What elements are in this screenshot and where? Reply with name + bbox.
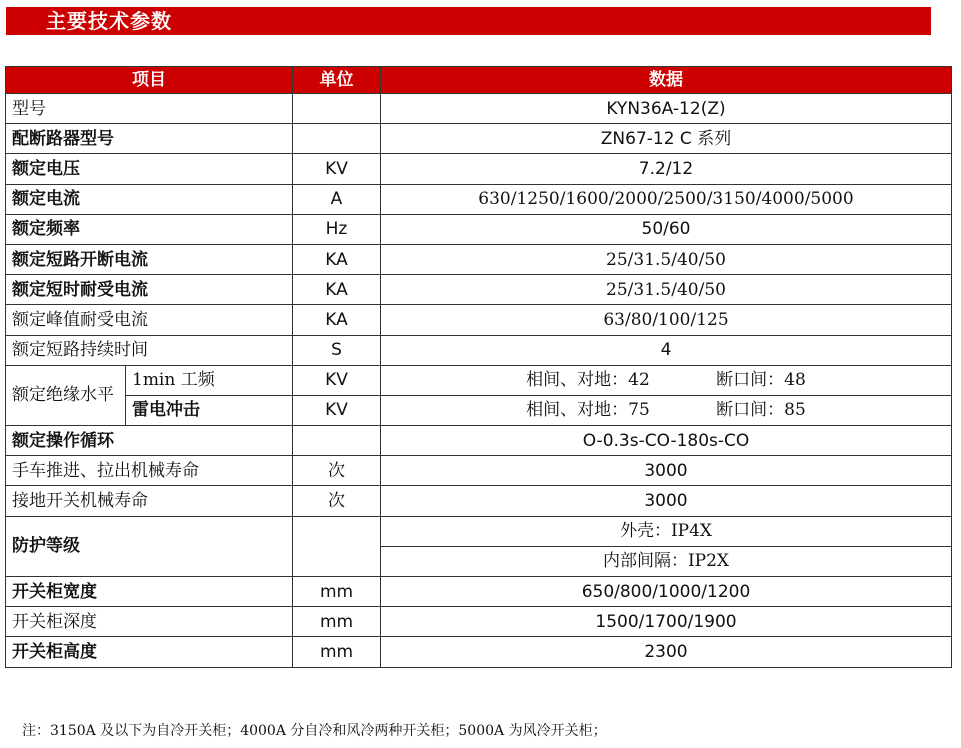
footnote: 注：3150A 及以下为自冷开关柜；4000A 分自冷和风冷两种开关柜；5000A 为风冷开关柜；: [22, 723, 607, 739]
table-row: [6, 335, 952, 365]
row-data: 4: [381, 335, 952, 365]
table-row: [6, 637, 952, 667]
phase-value: 相间、对地：42: [526, 370, 650, 391]
spec-table: [5, 66, 952, 668]
table-row: [6, 244, 952, 274]
row-unit: KV: [293, 395, 381, 425]
table-row: [6, 486, 952, 516]
table-row: [6, 275, 952, 305]
row-item: 开关柜宽度: [6, 577, 293, 607]
row-unit: [293, 94, 381, 124]
header-data: 数据: [381, 67, 952, 94]
row-item: 额定频率: [6, 214, 293, 244]
row-item: 接地开关机械寿命: [6, 486, 293, 516]
row-item: 额定短时耐受电流: [6, 275, 293, 305]
row-item: 额定操作循环: [6, 426, 293, 456]
row-item: 手车推进、拉出机械寿命: [6, 456, 293, 486]
row-unit: A: [293, 184, 381, 214]
row-data: 630/1250/1600/2000/2500/3150/4000/5000: [381, 184, 952, 214]
row-data: [381, 395, 952, 425]
insulation-sub-label: 1min 工频: [126, 365, 293, 395]
row-item: 配断路器型号: [6, 124, 293, 154]
protection-item: 防护等级: [6, 516, 293, 576]
insulation-item: 额定绝缘水平: [6, 365, 126, 425]
table-row: [6, 395, 952, 425]
break-value: 断口间：48: [716, 370, 806, 391]
row-data: 650/800/1000/1200: [381, 577, 952, 607]
break-value: 断口间：85: [716, 400, 806, 421]
table-row: [6, 305, 952, 335]
section-title: 主要技术参数: [46, 9, 172, 33]
row-unit: KA: [293, 275, 381, 305]
row-data: 2300: [381, 637, 952, 667]
row-unit: S: [293, 335, 381, 365]
row-data: 63/80/100/125: [381, 305, 952, 335]
row-data: KYN36A-12(Z): [381, 94, 952, 124]
row-data: 50/60: [381, 214, 952, 244]
row-item: 额定短路持续时间: [6, 335, 293, 365]
table-row: [6, 94, 952, 124]
row-item: 开关柜深度: [6, 607, 293, 637]
table-row: [6, 154, 952, 184]
row-data: O-0.3s-CO-180s-CO: [381, 426, 952, 456]
insulation-sub-label: 雷电冲击: [126, 395, 293, 425]
table-row: [6, 426, 952, 456]
protection-partition: 内部间隔：IP2X: [381, 546, 952, 576]
row-unit: [293, 124, 381, 154]
header-item: 项目: [6, 67, 293, 94]
row-item: 额定峰值耐受电流: [6, 305, 293, 335]
header-unit: 单位: [293, 67, 381, 94]
row-unit: KA: [293, 244, 381, 274]
section-title-bar: [6, 7, 931, 35]
row-item: 额定电压: [6, 154, 293, 184]
row-unit: KA: [293, 305, 381, 335]
row-data: ZN67-12 C 系列: [381, 124, 952, 154]
row-item: 型号: [6, 94, 293, 124]
row-unit: mm: [293, 577, 381, 607]
row-data: 1500/1700/1900: [381, 607, 952, 637]
row-item: 开关柜高度: [6, 637, 293, 667]
table-row: [6, 516, 952, 546]
table-row: [6, 365, 952, 395]
table-row: [6, 577, 952, 607]
row-item: 额定电流: [6, 184, 293, 214]
row-data: 25/31.5/40/50: [381, 275, 952, 305]
row-data: 3000: [381, 456, 952, 486]
row-unit: KV: [293, 154, 381, 184]
table-header-row: [6, 67, 952, 94]
row-unit: Hz: [293, 214, 381, 244]
phase-value: 相间、对地：75: [526, 400, 650, 421]
row-item: 额定短路开断电流: [6, 244, 293, 274]
row-unit: 次: [293, 486, 381, 516]
table-row: [6, 456, 952, 486]
row-unit: mm: [293, 637, 381, 667]
row-data: 7.2/12: [381, 154, 952, 184]
row-unit: 次: [293, 456, 381, 486]
table-row: [6, 124, 952, 154]
row-data: [381, 365, 952, 395]
row-unit: [293, 426, 381, 456]
table-row: [6, 184, 952, 214]
row-unit: KV: [293, 365, 381, 395]
table-row: [6, 607, 952, 637]
row-unit: mm: [293, 607, 381, 637]
row-data: 3000: [381, 486, 952, 516]
table-row: [6, 214, 952, 244]
protection-enclosure: 外壳：IP4X: [381, 516, 952, 546]
row-unit: [293, 516, 381, 576]
row-data: 25/31.5/40/50: [381, 244, 952, 274]
